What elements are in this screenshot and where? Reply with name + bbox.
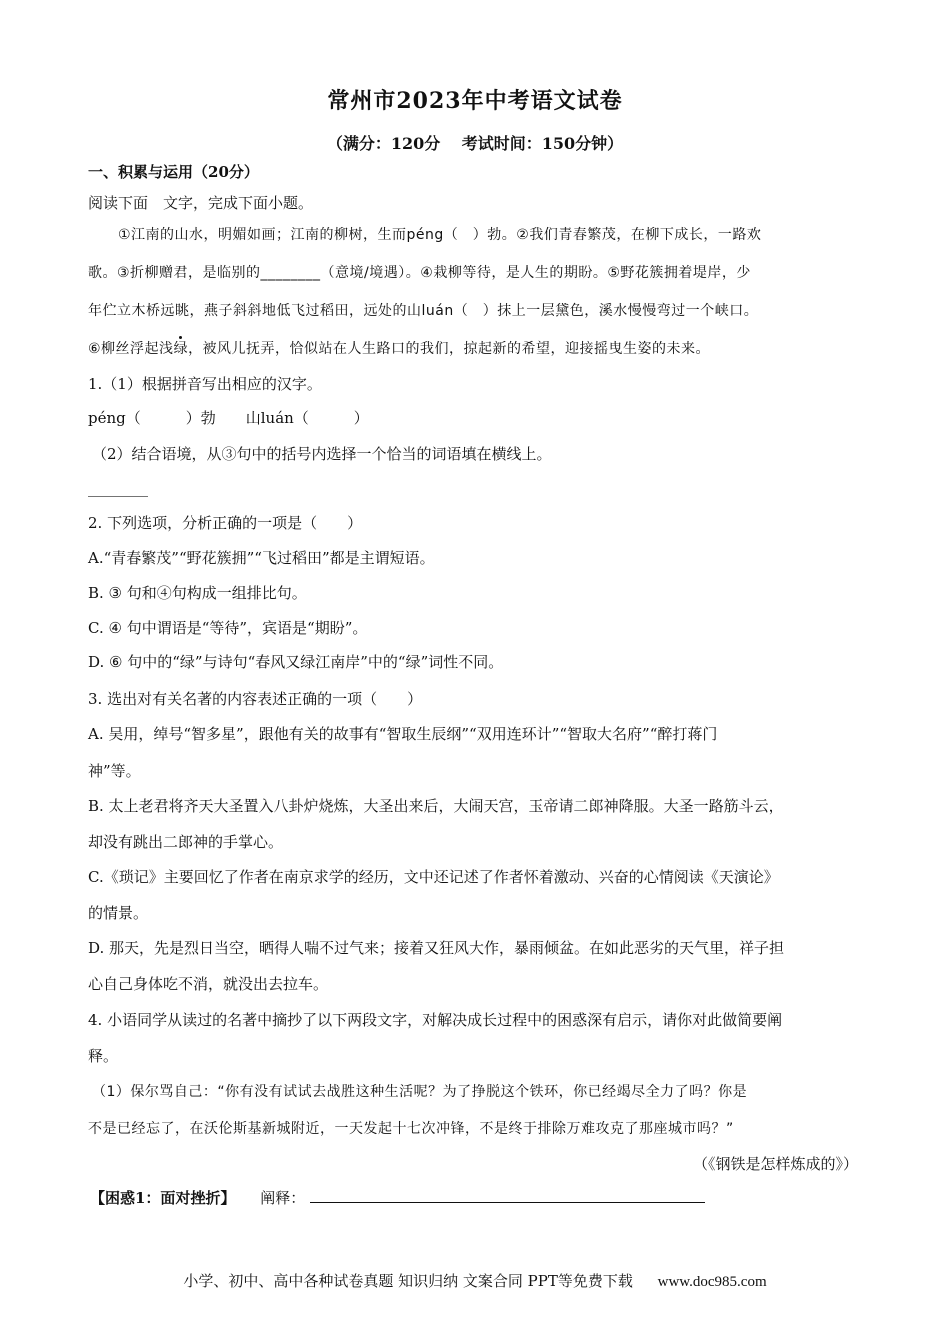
- question-1-part2: （2）结合语境，从③句中的括号内选择一个恰当的词语填在横线上。: [92, 445, 552, 463]
- question-2-option-d: D. ⑥ 句中的“绿”与诗句“春风又绿江南岸”中的“绿”词性不同。: [88, 653, 504, 671]
- answer-line: [310, 1188, 705, 1203]
- emphasis-dot-char: 绿: [173, 341, 189, 357]
- passage-line: ①江南的山水，明媚如画；江南的柳树，生而péng（ ）勃。②我们青春繁茂，在柳下成长，一路欢: [118, 227, 762, 243]
- question-3-option-b-cont: 却没有跳出二郎神的手掌心。: [88, 833, 284, 851]
- passage-text: ，被风儿抚弄，恰似站在人生路口的我们，掠起新的希望，迎接摇曳生姿的未来。: [188, 341, 711, 357]
- question-4-quote: （1）保尔骂自己：“你有没有试试去战胜这种生活呢？为了挣脱这个铁环，你已经竭尽全力了吗？你是: [92, 1084, 748, 1100]
- passage-line: 歌。③折柳赠君，是临别的________（意境/境遇）。④栽柳等待，是人生的期盼。⑤野花簇拥着堤岸，少: [88, 265, 751, 281]
- section-intro: 阅读下面 文字，完成下面小题。: [88, 194, 314, 212]
- question-3-option-b: B. 太上老君将齐天大圣置入八卦炉烧炼，大圣出来后，大闹天宫，玉帝请二郎神降服。大圣一路筋斗云，: [88, 797, 784, 815]
- passage-text: ⑥柳丝浮起浅: [88, 341, 174, 357]
- question-2-option-a: A.“青春繁茂”“野花簇拥”“飞过稻田”都是主谓短语。: [88, 549, 435, 567]
- question-3-stem: 3. 选出对有关名著的内容表述正确的一项（ ）: [88, 690, 423, 708]
- page-footer: [0, 1270, 950, 1291]
- question-1-stem: 1.（1）根据拼音写出相应的汉字。: [88, 375, 322, 393]
- confusion-1-label: 【困惑1：面对挫折】: [90, 1189, 236, 1207]
- confusion-1-row: [90, 1188, 705, 1208]
- question-4-quote-cont: 不是已经忘了，在沃伦斯基新城附近，一天发起十七次冲锋，不是终于排除万难攻克了那座城市吗？”: [88, 1121, 734, 1137]
- question-2-option-c: C. ④ 句中谓语是“等待”，宾语是“期盼”。: [88, 619, 368, 637]
- passage-line: [88, 339, 710, 359]
- footer-url[interactable]: www.doc985.com: [657, 1274, 767, 1290]
- question-3-option-c: C.《琐记》主要回忆了作者在南京求学的经历，文中还记述了作者怀着激动、兴奋的心情阅读《天演论》: [88, 868, 779, 886]
- question-1-answer-blank: ________: [88, 479, 148, 497]
- section-heading: 一、积累与运用（20分）: [88, 163, 259, 181]
- question-3-option-a-cont: 神”等。: [88, 762, 141, 780]
- question-3-option-d-cont: 心自己身体吃不消，就没出去拉车。: [88, 975, 329, 993]
- passage-line: 年伫立木桥远眺，燕子斜斜地低飞过稻田，远处的山luán（ ）抹上一层黛色，溪水慢慢弯过一个峡口。: [88, 303, 759, 319]
- question-3-option-a: A. 吴用，绰号“智多星”，跟他有关的故事有“智取生辰纲”“双用连环计”“智取大名府”“醉打蒋门: [88, 725, 718, 743]
- explain-label: 阐释：: [260, 1189, 306, 1207]
- exam-subtitle: （满分：120分 考试时间：150分钟）: [326, 134, 624, 153]
- footer-text: 小学、初中、高中各种试卷真题 知识归纳 文案合同 PPT等免费下载: [183, 1272, 633, 1290]
- question-2-stem: 2. 下列选项，分析正确的一项是（ ）: [88, 514, 363, 532]
- question-4-stem-cont: 释。: [88, 1047, 119, 1065]
- question-4-stem: 4. 小语同学从读过的名著中摘抄了以下两段文字，对解决成长过程中的困惑深有启示，请你对此做简要阐: [88, 1011, 783, 1029]
- question-3-option-d: D. 那天，先是烈日当空，晒得人喘不过气来；接着又狂风大作，暴雨倾盆。在如此恶劣的天气里，祥子担: [88, 939, 785, 957]
- question-1-part1: péng（ ）勃 山luán（ ）: [88, 409, 369, 427]
- exam-title: 常州市2023年中考语文试卷: [327, 88, 623, 114]
- question-3-option-c-cont: 的情景。: [88, 904, 149, 922]
- quote-source: （《钢铁是怎样炼成的》）: [692, 1155, 858, 1173]
- question-2-option-b: B. ③ 句和④句构成一组排比句。: [88, 584, 307, 602]
